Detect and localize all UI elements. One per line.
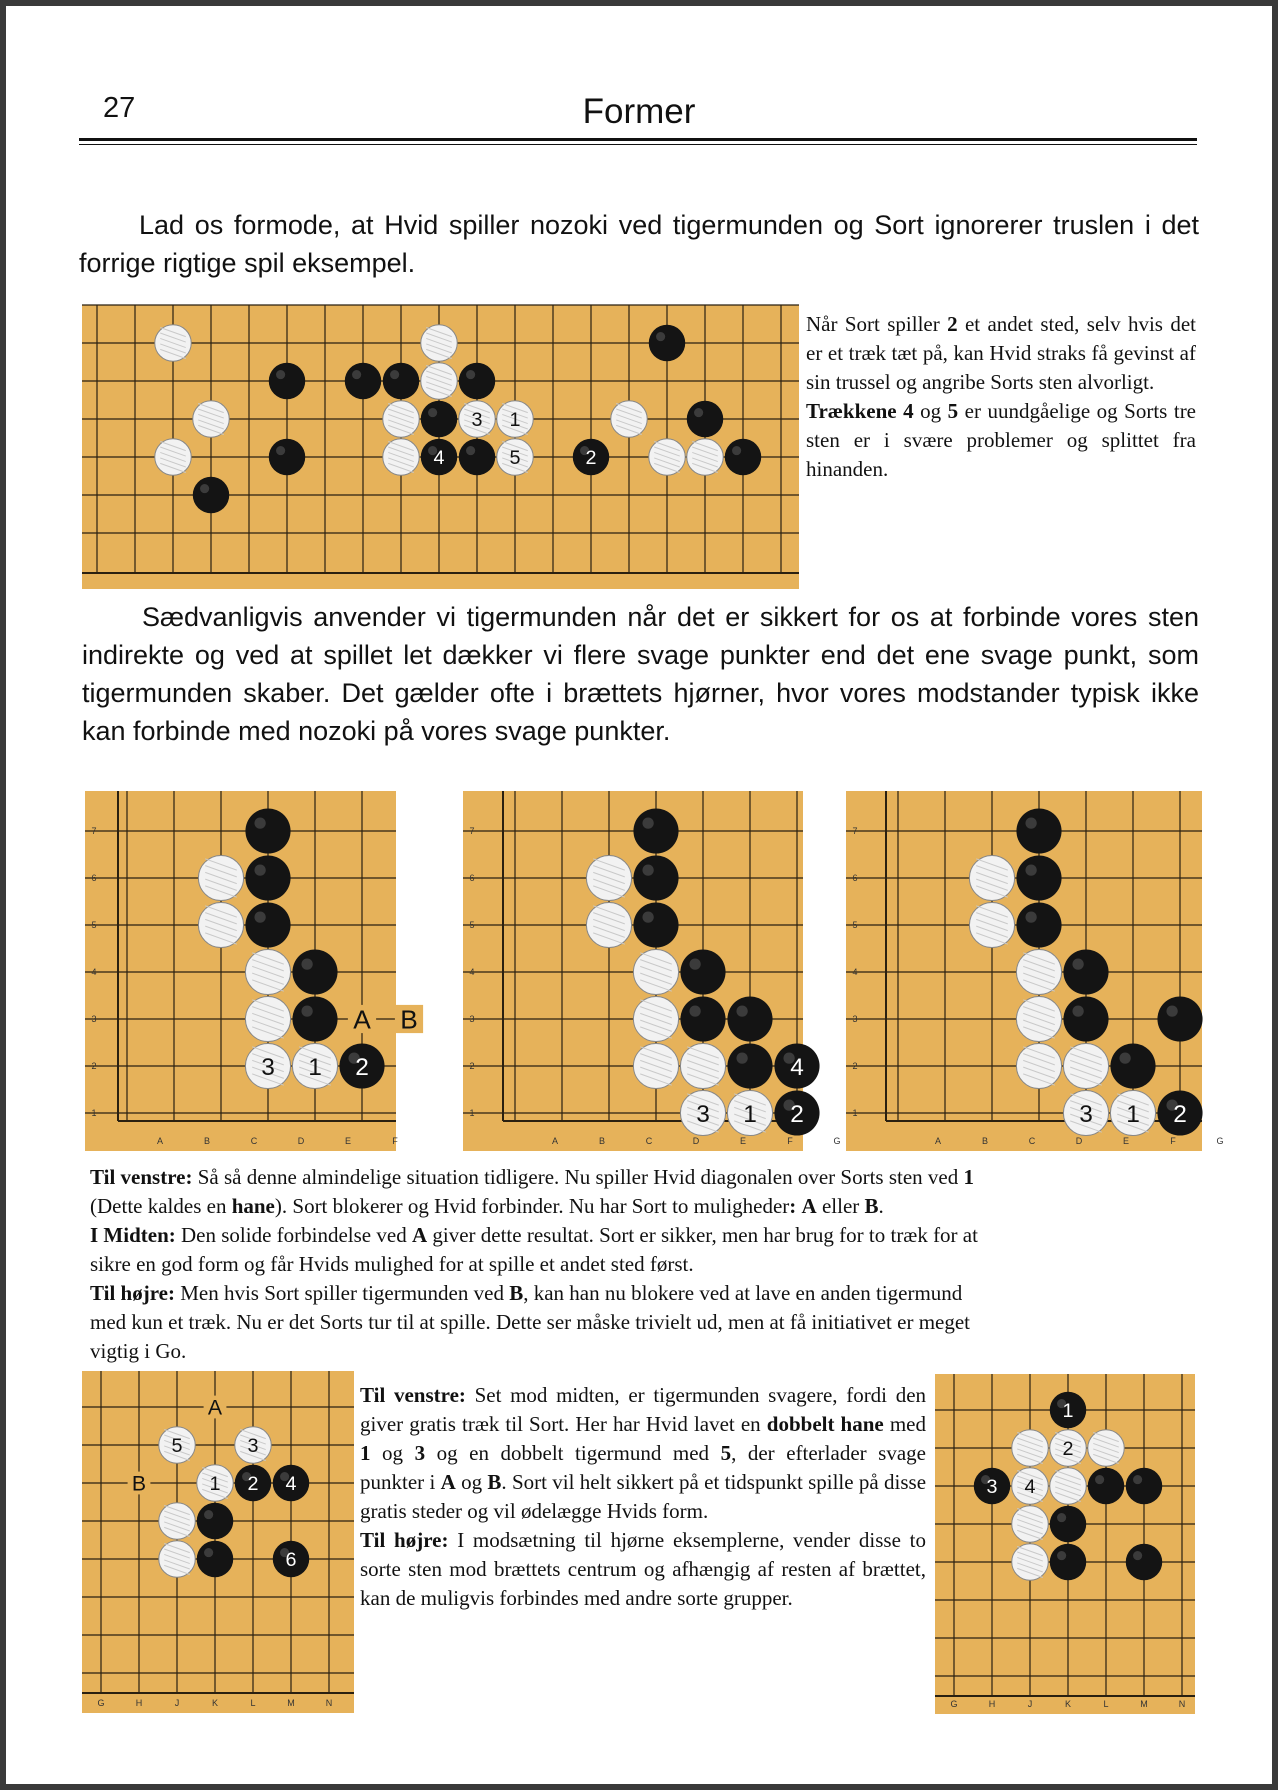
black-stone bbox=[1157, 996, 1202, 1041]
row-label: 5 bbox=[469, 920, 475, 930]
stone-highlight bbox=[204, 1548, 213, 1557]
stone-body bbox=[383, 363, 419, 399]
stone-highlight bbox=[352, 370, 361, 379]
black-stone bbox=[725, 439, 761, 475]
white-stone bbox=[198, 855, 243, 900]
black-stone bbox=[383, 363, 419, 399]
stone-highlight bbox=[466, 370, 475, 379]
diagram1-caption: Når Sort spiller 2 et andet sted, selv hvis det er et træk tæt på, kan Hvid straks få gevinst af sin trussel og angribe Sorts sten alvorligt. Trækkene 4 og 5 er uundgåelige og Sorts tre sten er i svære problemer og splittet fra hinanden. bbox=[806, 312, 1197, 481]
black-stone bbox=[1063, 996, 1108, 1041]
stone-highlight bbox=[1133, 1475, 1142, 1484]
stone-highlight bbox=[1057, 1551, 1066, 1560]
black-stone bbox=[459, 439, 495, 475]
row-label: 2 bbox=[91, 1061, 97, 1071]
move-number: 1 bbox=[743, 1100, 757, 1128]
stone-highlight bbox=[656, 332, 665, 341]
white-stone bbox=[1063, 1090, 1108, 1135]
row-label: 7 bbox=[91, 826, 97, 836]
column-label: M bbox=[1140, 1699, 1148, 1709]
column-label: N bbox=[325, 1698, 333, 1708]
black-stone bbox=[1126, 1544, 1162, 1580]
stone-body bbox=[633, 808, 678, 853]
column-label: C bbox=[1028, 1136, 1036, 1146]
white-stone bbox=[235, 1427, 271, 1463]
white-stone bbox=[680, 1043, 725, 1088]
column-label: H bbox=[135, 1698, 143, 1708]
black-stone bbox=[339, 1043, 384, 1088]
stone-body bbox=[292, 996, 337, 1041]
white-stone bbox=[497, 439, 533, 475]
stone-highlight bbox=[276, 370, 285, 379]
stone-body bbox=[197, 1541, 233, 1577]
white-stone bbox=[1012, 1544, 1048, 1580]
white-stone bbox=[155, 439, 191, 475]
column-label: C bbox=[645, 1136, 653, 1146]
black-stone bbox=[421, 401, 457, 437]
white-stone bbox=[687, 439, 723, 475]
black-stone bbox=[1016, 808, 1061, 853]
black-stone bbox=[197, 1503, 233, 1539]
white-stone bbox=[1050, 1430, 1086, 1466]
move-number: 3 bbox=[471, 409, 483, 432]
row-label: 6 bbox=[469, 873, 475, 883]
stone-highlight bbox=[736, 1005, 747, 1016]
stone-highlight bbox=[254, 864, 265, 875]
stone-body bbox=[687, 401, 723, 437]
move-number: 5 bbox=[171, 1435, 183, 1458]
stone-body bbox=[1050, 1506, 1086, 1542]
black-stone bbox=[421, 439, 457, 475]
black-stone bbox=[245, 902, 290, 947]
stone-body bbox=[1050, 1544, 1086, 1580]
stone-body bbox=[727, 996, 772, 1041]
move-number: 2 bbox=[355, 1053, 369, 1081]
black-stone bbox=[1050, 1506, 1086, 1542]
point-mark-label: B bbox=[131, 1471, 147, 1496]
intro-paragraph: Lad os formode, at Hvid spiller nozoki ved tigermunden og Sort ignorerer truslen i det forrige rigtige spil eksempel. bbox=[79, 210, 1199, 278]
stone-body bbox=[459, 439, 495, 475]
stone-body bbox=[680, 996, 725, 1041]
black-stone bbox=[269, 363, 305, 399]
header-rule bbox=[79, 138, 1197, 141]
stone-highlight bbox=[689, 958, 700, 969]
stone-body bbox=[1157, 996, 1202, 1041]
stone-highlight bbox=[301, 958, 312, 969]
black-stone bbox=[1016, 855, 1061, 900]
stone-highlight bbox=[689, 1005, 700, 1016]
black-stone bbox=[633, 902, 678, 947]
white-stone bbox=[383, 401, 419, 437]
column-label: D bbox=[692, 1136, 700, 1146]
move-number: 2 bbox=[247, 1473, 259, 1496]
white-stone bbox=[198, 902, 243, 947]
stone-body bbox=[421, 401, 457, 437]
go-diagram-middle bbox=[463, 791, 841, 1151]
white-stone bbox=[633, 1043, 678, 1088]
stone-body bbox=[292, 949, 337, 994]
white-stone bbox=[383, 439, 419, 475]
white-stone bbox=[497, 401, 533, 437]
stone-body bbox=[1126, 1468, 1162, 1504]
move-number: 4 bbox=[790, 1053, 804, 1081]
column-label: D bbox=[1075, 1136, 1083, 1146]
column-label: H bbox=[988, 1699, 996, 1709]
stone-highlight bbox=[642, 911, 653, 922]
move-number: 1 bbox=[209, 1473, 221, 1496]
black-stone bbox=[633, 855, 678, 900]
column-label: A bbox=[551, 1136, 559, 1146]
white-stone bbox=[193, 401, 229, 437]
stone-highlight bbox=[642, 817, 653, 828]
move-number: 6 bbox=[285, 1549, 297, 1572]
row-label: 6 bbox=[852, 873, 858, 883]
white-stone bbox=[633, 996, 678, 1041]
stone-body bbox=[1088, 1468, 1124, 1504]
stone-highlight bbox=[1025, 864, 1036, 875]
white-stone bbox=[649, 439, 685, 475]
row-label: 1 bbox=[852, 1108, 858, 1118]
black-stone bbox=[1110, 1043, 1155, 1088]
stone-body bbox=[1063, 949, 1108, 994]
go-diagram-right bbox=[846, 791, 1224, 1151]
point-mark-label: B bbox=[400, 1004, 418, 1035]
move-number: 4 bbox=[285, 1473, 297, 1496]
column-label: C bbox=[250, 1136, 258, 1146]
stone-highlight bbox=[466, 446, 475, 455]
row-label: 4 bbox=[852, 967, 858, 977]
column-label: N bbox=[1178, 1699, 1186, 1709]
row-label: 1 bbox=[91, 1108, 97, 1118]
black-stone bbox=[459, 363, 495, 399]
stone-body bbox=[245, 902, 290, 947]
column-label: E bbox=[1122, 1136, 1130, 1146]
header-rule-thin bbox=[79, 144, 1197, 145]
stone-highlight bbox=[254, 911, 265, 922]
black-stone bbox=[1050, 1544, 1086, 1580]
page-number: 27 bbox=[103, 92, 136, 124]
white-stone bbox=[586, 855, 631, 900]
black-stone bbox=[235, 1465, 271, 1501]
stone-highlight bbox=[428, 408, 437, 417]
column-label: F bbox=[392, 1136, 398, 1146]
black-stone bbox=[687, 401, 723, 437]
black-stone bbox=[633, 808, 678, 853]
black-stone bbox=[1063, 949, 1108, 994]
column-label: L bbox=[250, 1698, 256, 1708]
go-diagram-center bbox=[935, 1374, 1195, 1714]
white-stone bbox=[1063, 1043, 1108, 1088]
column-label: B bbox=[598, 1136, 606, 1146]
stone-highlight bbox=[1072, 1005, 1083, 1016]
white-stone bbox=[969, 902, 1014, 947]
column-label: G bbox=[833, 1136, 841, 1146]
stone-highlight bbox=[1057, 1513, 1066, 1522]
white-stone bbox=[586, 902, 631, 947]
row-label: 5 bbox=[852, 920, 858, 930]
column-label: J bbox=[174, 1698, 180, 1708]
stone-body bbox=[1063, 996, 1108, 1041]
stone-body bbox=[649, 325, 685, 361]
column-label: A bbox=[934, 1136, 942, 1146]
stone-body bbox=[725, 439, 761, 475]
move-number: 1 bbox=[1126, 1100, 1140, 1128]
stone-body bbox=[680, 949, 725, 994]
go-diagram-nozoki bbox=[82, 305, 799, 589]
move-number: 1 bbox=[509, 409, 521, 432]
white-stone bbox=[159, 1427, 195, 1463]
column-label: E bbox=[344, 1136, 352, 1146]
white-stone bbox=[421, 363, 457, 399]
column-label: K bbox=[211, 1698, 219, 1708]
white-stone bbox=[245, 949, 290, 994]
white-stone bbox=[1016, 996, 1061, 1041]
bottom-caption: Til venstre: Set mod midten, er tigermunden svagere, fordi den giver gratis træk til Sort. Her har Hvid lavet en dobbelt hane med 1 og 3 og en dobbelt tigermund med 5, der efterlader svage punkter i A og B. Sort vil helt sikkert på et tidspunkt spille på disse gratis steder og vil ødelægge Hvids form. Til højre: I modsætning til hjørne eksemplerne, vender disse to sorte sten mod brættets centrum og afhængig af resten af brættet, kan de muligvis forbindes med andre sorte grupper. bbox=[360, 1383, 927, 1610]
white-stone bbox=[1110, 1090, 1155, 1135]
stone-body bbox=[633, 902, 678, 947]
column-label: A bbox=[156, 1136, 164, 1146]
black-stone bbox=[573, 439, 609, 475]
stone-highlight bbox=[732, 446, 741, 455]
stone-body bbox=[193, 477, 229, 513]
black-stone bbox=[1050, 1392, 1086, 1428]
column-label: L bbox=[1103, 1699, 1109, 1709]
white-stone bbox=[421, 325, 457, 361]
stone-body bbox=[345, 363, 381, 399]
stone-body bbox=[269, 363, 305, 399]
stone-highlight bbox=[1025, 817, 1036, 828]
stone-body bbox=[1016, 902, 1061, 947]
row-label: 1 bbox=[469, 1108, 475, 1118]
white-stone bbox=[633, 949, 678, 994]
column-label: J bbox=[1027, 1699, 1033, 1709]
go-diagram-double-hane bbox=[82, 1371, 354, 1713]
row-label: 3 bbox=[852, 1014, 858, 1024]
black-stone bbox=[1126, 1468, 1162, 1504]
move-number: 2 bbox=[790, 1100, 804, 1128]
column-label: B bbox=[203, 1136, 211, 1146]
row-label: 3 bbox=[91, 1014, 97, 1024]
stone-highlight bbox=[642, 864, 653, 875]
row-label: 2 bbox=[469, 1061, 475, 1071]
point-mark-label: A bbox=[207, 1395, 223, 1420]
move-number: 3 bbox=[986, 1476, 998, 1499]
row-label: 3 bbox=[469, 1014, 475, 1024]
white-stone bbox=[1012, 1468, 1048, 1504]
stone-highlight bbox=[390, 370, 399, 379]
black-stone bbox=[292, 949, 337, 994]
stone-highlight bbox=[1166, 1005, 1177, 1016]
stone-highlight bbox=[1095, 1475, 1104, 1484]
row-label: 5 bbox=[91, 920, 97, 930]
stone-highlight bbox=[276, 446, 285, 455]
move-number: 3 bbox=[1079, 1100, 1093, 1128]
move-number: 3 bbox=[247, 1435, 259, 1458]
stone-highlight bbox=[1133, 1551, 1142, 1560]
stone-highlight bbox=[254, 817, 265, 828]
white-stone bbox=[969, 855, 1014, 900]
black-stone bbox=[269, 439, 305, 475]
row-label: 7 bbox=[469, 826, 475, 836]
black-stone bbox=[197, 1541, 233, 1577]
white-stone bbox=[159, 1541, 195, 1577]
column-label: E bbox=[739, 1136, 747, 1146]
board-background bbox=[85, 791, 396, 1151]
black-stone bbox=[1088, 1468, 1124, 1504]
column-label: D bbox=[297, 1136, 305, 1146]
white-stone bbox=[1012, 1506, 1048, 1542]
black-stone bbox=[680, 949, 725, 994]
tiger-mouth-paragraph: Sædvanligvis anvender vi tigermunden når det er sikkert for os at forbinde vores sten indirekte og ved at spillet let dækker vi flere svage punkter end det ene svage punkt, som tigermunden skaber. Det gælder ofte i brættets hjørner, hvor vores modstander typisk ikke kan forbinde med nozoki på vores svage punkter. bbox=[82, 602, 1199, 746]
white-stone bbox=[1012, 1430, 1048, 1466]
white-stone bbox=[1016, 949, 1061, 994]
stone-highlight bbox=[200, 484, 209, 493]
stone-body bbox=[1126, 1544, 1162, 1580]
black-stone bbox=[273, 1465, 309, 1501]
column-label: G bbox=[1216, 1136, 1224, 1146]
book-page bbox=[6, 6, 1272, 1784]
move-number: 3 bbox=[261, 1053, 275, 1081]
stone-highlight bbox=[1072, 958, 1083, 969]
black-stone bbox=[1157, 1090, 1202, 1135]
stone-highlight bbox=[694, 408, 703, 417]
stone-body bbox=[245, 855, 290, 900]
move-number: 4 bbox=[433, 447, 445, 470]
column-label: M bbox=[287, 1698, 295, 1708]
white-stone bbox=[727, 1090, 772, 1135]
stone-body bbox=[1110, 1043, 1155, 1088]
white-stone bbox=[680, 1090, 725, 1135]
white-stone bbox=[1088, 1430, 1124, 1466]
black-stone bbox=[273, 1541, 309, 1577]
move-number: 1 bbox=[308, 1053, 322, 1081]
white-stone bbox=[292, 1043, 337, 1088]
column-label: F bbox=[1170, 1136, 1176, 1146]
row-label: 4 bbox=[91, 967, 97, 977]
row-label: 2 bbox=[852, 1061, 858, 1071]
point-mark-label: A bbox=[353, 1004, 371, 1035]
stone-highlight bbox=[1025, 911, 1036, 922]
white-stone bbox=[245, 996, 290, 1041]
stone-body bbox=[269, 439, 305, 475]
move-number: 1 bbox=[1062, 1400, 1074, 1423]
white-stone bbox=[155, 325, 191, 361]
column-label: G bbox=[950, 1699, 958, 1709]
black-stone bbox=[649, 325, 685, 361]
black-stone bbox=[345, 363, 381, 399]
chapter-title: Former bbox=[582, 92, 696, 131]
stone-body bbox=[727, 1043, 772, 1088]
black-stone bbox=[727, 1043, 772, 1088]
move-number: 2 bbox=[585, 447, 597, 470]
three-diagrams-caption: Til venstre: Så så denne almindelige situation tidligere. Nu spiller Hvid diagonalen over Sorts sten ved 1 (Dette kaldes en hane). Sort blokerer og Hvid forbinder. Nu har Sort to muligheder: A eller B. I Midten: Den solide forbindelse ved A giver dette resultat. Sort er sikker, men har brug for to træk for at sikre en god form og får Hvids mulighed for at spille et andet sted først. Til højre: Men hvis Sort spiller tigermunden ved B, kan han nu blokere ved at lave en anden tigermund med kun et træk. Nu er det Sorts tur til at spille. Dette ser måske trivielt ud, men at få initiativet er meget vigtig i Go. bbox=[90, 1165, 978, 1363]
white-stone bbox=[245, 1043, 290, 1088]
white-stone bbox=[611, 401, 647, 437]
column-label: G bbox=[97, 1698, 105, 1708]
stone-highlight bbox=[301, 1005, 312, 1016]
stone-highlight bbox=[204, 1510, 213, 1519]
black-stone bbox=[292, 996, 337, 1041]
row-label: 6 bbox=[91, 873, 97, 883]
black-stone bbox=[1016, 902, 1061, 947]
stone-body bbox=[459, 363, 495, 399]
white-stone bbox=[197, 1465, 233, 1501]
go-diagram-left bbox=[85, 791, 418, 1151]
black-stone bbox=[774, 1090, 819, 1135]
move-number: 2 bbox=[1062, 1438, 1074, 1461]
stone-highlight bbox=[1119, 1052, 1130, 1063]
black-stone bbox=[680, 996, 725, 1041]
move-number: 4 bbox=[1024, 1476, 1036, 1499]
stone-body bbox=[245, 808, 290, 853]
move-number: 5 bbox=[509, 447, 521, 470]
stone-body bbox=[1016, 855, 1061, 900]
column-label: F bbox=[787, 1136, 793, 1146]
black-stone bbox=[774, 1043, 819, 1088]
move-number: 3 bbox=[696, 1100, 710, 1128]
stone-highlight bbox=[736, 1052, 747, 1063]
stone-body bbox=[197, 1503, 233, 1539]
move-number: 2 bbox=[1173, 1100, 1187, 1128]
column-label: B bbox=[981, 1136, 989, 1146]
column-label: K bbox=[1064, 1699, 1072, 1709]
black-stone bbox=[193, 477, 229, 513]
black-stone bbox=[727, 996, 772, 1041]
stone-body bbox=[633, 855, 678, 900]
white-stone bbox=[459, 401, 495, 437]
white-stone bbox=[1050, 1468, 1086, 1504]
black-stone bbox=[245, 808, 290, 853]
stone-body bbox=[1016, 808, 1061, 853]
black-stone bbox=[245, 855, 290, 900]
white-stone bbox=[159, 1503, 195, 1539]
white-stone bbox=[1016, 1043, 1061, 1088]
black-stone bbox=[974, 1468, 1010, 1504]
row-label: 7 bbox=[852, 826, 858, 836]
row-label: 4 bbox=[469, 967, 475, 977]
